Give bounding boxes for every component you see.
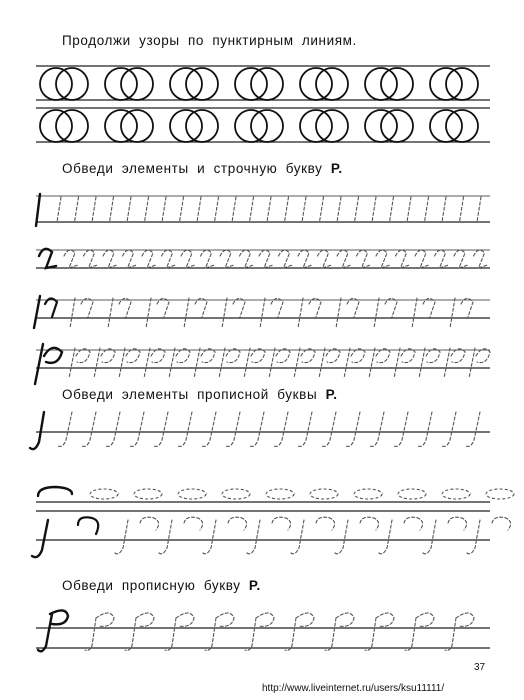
sample-letter	[38, 610, 68, 651]
sample-stroke	[78, 517, 98, 534]
trace-hook	[181, 250, 195, 268]
trace-stick	[302, 197, 306, 222]
trace-stick	[215, 197, 219, 222]
trace-letter	[469, 348, 490, 378]
trace-stick	[407, 197, 411, 222]
trace-stick	[250, 197, 254, 222]
trace-stick	[110, 197, 114, 222]
trace-stem	[346, 412, 360, 446]
trace-oval	[492, 517, 511, 530]
trace-stick	[374, 298, 379, 328]
trace-hook	[195, 298, 207, 317]
instruction-text: Обведи элементы и строчную букву	[62, 161, 323, 176]
trace-stick	[267, 197, 271, 222]
trace-stem	[247, 520, 260, 554]
page-number: 37	[474, 662, 486, 673]
trace-stick	[337, 197, 341, 222]
instruction-text: Обведи элементы прописной буквы	[62, 387, 318, 402]
trace-letter	[219, 348, 240, 378]
trace-letter	[269, 348, 290, 378]
trace-stick	[460, 197, 464, 222]
trace-oval	[310, 489, 338, 499]
trace-stick	[92, 197, 96, 222]
trace-hook	[201, 250, 215, 268]
trace-hook	[461, 298, 473, 317]
trace-stick	[127, 197, 131, 222]
instruction-letter: Р.	[325, 387, 338, 402]
trace-hook	[233, 298, 245, 317]
sample-stroke	[30, 412, 44, 449]
trace-letter	[205, 613, 234, 651]
trace-stick	[162, 197, 166, 222]
trace-letter	[294, 348, 315, 378]
trace-stick	[425, 197, 429, 222]
trace-hook	[347, 298, 359, 317]
trace-letter	[245, 613, 274, 651]
trace-stem	[322, 412, 336, 446]
trace-stem	[226, 412, 240, 446]
trace-letter	[125, 613, 154, 651]
trace-letter	[244, 348, 265, 378]
trace-stick	[146, 298, 151, 328]
trace-stem	[418, 412, 432, 446]
trace-stem	[379, 520, 392, 554]
trace-stem	[202, 412, 216, 446]
trace-stick	[222, 298, 227, 328]
trace-stem	[442, 412, 456, 446]
trace-letter	[394, 348, 415, 378]
trace-stick	[336, 298, 341, 328]
trace-stem	[423, 520, 436, 554]
instruction-text: Продолжи узоры по пунктирным линиям.	[62, 33, 357, 48]
trace-oval	[448, 517, 467, 530]
trace-hook	[415, 250, 429, 268]
instruction-letter: Р.	[330, 161, 343, 176]
instruction-letter: Р.	[248, 578, 261, 593]
trace-stem	[466, 412, 480, 446]
trace-stick	[442, 197, 446, 222]
trace-stick	[298, 298, 303, 328]
trace-hook	[385, 298, 397, 317]
trace-stick	[184, 298, 189, 328]
trace-stick	[285, 197, 289, 222]
trace-oval	[360, 517, 379, 530]
trace-stick	[477, 197, 481, 222]
trace-oval	[442, 489, 470, 499]
trace-hook	[157, 298, 169, 317]
trace-stem	[274, 412, 288, 446]
trace-stem	[154, 412, 168, 446]
trace-stick	[180, 197, 184, 222]
trace-oval	[486, 489, 514, 499]
trace-oval	[404, 517, 423, 530]
trace-hook	[318, 250, 332, 268]
trace-stick	[450, 298, 455, 328]
trace-oval	[134, 489, 162, 499]
trace-hook	[474, 250, 488, 268]
trace-oval	[272, 517, 291, 530]
trace-hook	[81, 298, 93, 317]
trace-stick	[70, 298, 75, 328]
trace-letter	[144, 348, 165, 378]
trace-oval	[184, 517, 203, 530]
trace-stick	[75, 197, 79, 222]
trace-stem	[298, 412, 312, 446]
trace-letter	[365, 613, 394, 651]
trace-stem	[82, 412, 96, 446]
trace-letter	[69, 348, 90, 378]
trace-letter	[285, 613, 314, 651]
sample-stroke	[36, 194, 40, 226]
trace-letter	[194, 348, 215, 378]
trace-hook	[162, 250, 176, 268]
trace-hook	[454, 250, 468, 268]
trace-stick	[320, 197, 324, 222]
trace-letter	[85, 613, 114, 651]
trace-letter	[444, 348, 465, 378]
trace-hook	[119, 298, 131, 317]
sample-stroke	[38, 487, 72, 496]
trace-stem	[130, 412, 144, 446]
trace-hook	[271, 298, 283, 317]
trace-hook	[396, 250, 410, 268]
trace-stem	[115, 520, 128, 554]
trace-hook	[337, 250, 351, 268]
trace-stem	[106, 412, 120, 446]
trace-stick	[390, 197, 394, 222]
trace-oval	[316, 517, 335, 530]
trace-stem	[178, 412, 192, 446]
trace-letter	[325, 613, 354, 651]
trace-letter	[405, 613, 434, 651]
trace-stick	[197, 197, 201, 222]
trace-hook	[103, 250, 117, 268]
trace-hook	[357, 250, 371, 268]
trace-oval	[222, 489, 250, 499]
trace-stem	[335, 520, 348, 554]
trace-stick	[260, 298, 265, 328]
trace-stem	[370, 412, 384, 446]
trace-stick	[372, 197, 376, 222]
trace-letter	[165, 613, 194, 651]
trace-oval	[398, 489, 426, 499]
trace-stem	[250, 412, 264, 446]
trace-oval	[354, 489, 382, 499]
trace-letter	[369, 348, 390, 378]
trace-stick	[57, 197, 61, 222]
trace-letter	[445, 613, 474, 651]
trace-hook	[309, 298, 321, 317]
trace-hook	[64, 250, 78, 268]
trace-stick	[412, 298, 417, 328]
trace-hook	[298, 250, 312, 268]
trace-oval	[228, 517, 247, 530]
trace-letter	[419, 348, 440, 378]
trace-hook	[279, 250, 293, 268]
sample-stroke	[39, 249, 56, 268]
trace-oval	[266, 489, 294, 499]
trace-letter	[169, 348, 190, 378]
trace-letter	[119, 348, 140, 378]
sample-stroke	[45, 298, 57, 317]
watermark-url: http://www.liveinternet.ru/users/ksu11111/	[262, 683, 445, 694]
trace-hook	[376, 250, 390, 268]
trace-hook	[423, 298, 435, 317]
trace-stem	[58, 412, 72, 446]
trace-hook	[123, 250, 137, 268]
trace-oval	[178, 489, 206, 499]
trace-letter	[319, 348, 340, 378]
trace-hook	[240, 250, 254, 268]
trace-stick	[232, 197, 236, 222]
instruction-text: Обведи прописную букву	[62, 578, 241, 593]
trace-stem	[159, 520, 172, 554]
trace-oval	[140, 517, 159, 530]
trace-stem	[203, 520, 216, 554]
trace-stick	[145, 197, 149, 222]
trace-hook	[220, 250, 234, 268]
trace-stem	[467, 520, 480, 554]
sample-stroke	[32, 520, 48, 557]
trace-stem	[394, 412, 408, 446]
trace-hook	[84, 250, 98, 268]
trace-oval	[90, 489, 118, 499]
trace-letter	[94, 348, 115, 378]
trace-hook	[435, 250, 449, 268]
trace-stem	[291, 520, 304, 554]
trace-letter	[344, 348, 365, 378]
trace-stick	[355, 197, 359, 222]
trace-hook	[142, 250, 156, 268]
sample-stroke	[34, 296, 40, 328]
trace-hook	[259, 250, 273, 268]
trace-stick	[108, 298, 113, 328]
